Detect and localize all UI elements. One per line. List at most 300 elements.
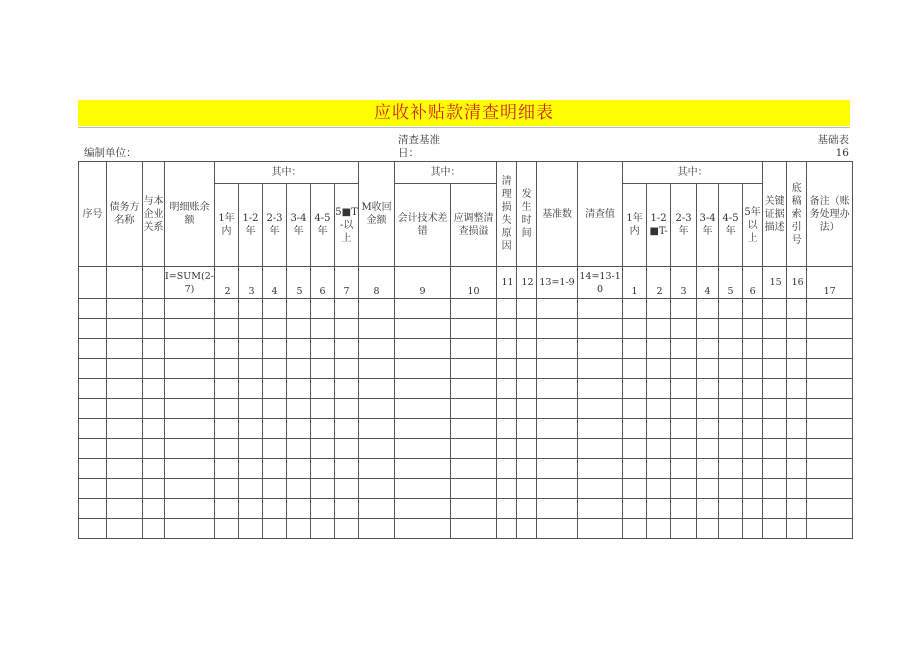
empty-cell[interactable] <box>578 479 623 499</box>
empty-cell[interactable] <box>165 399 215 419</box>
empty-cell[interactable] <box>743 439 763 459</box>
empty-cell[interactable] <box>215 419 239 439</box>
empty-cell[interactable] <box>79 379 107 399</box>
empty-cell[interactable] <box>623 519 647 539</box>
empty-cell[interactable] <box>335 439 359 459</box>
empty-cell[interactable] <box>497 419 517 439</box>
empty-cell[interactable] <box>719 419 743 439</box>
empty-cell[interactable] <box>623 339 647 359</box>
empty-cell[interactable] <box>335 319 359 339</box>
empty-cell[interactable] <box>578 459 623 479</box>
empty-cell[interactable] <box>359 459 395 479</box>
empty-cell[interactable] <box>165 299 215 319</box>
empty-cell[interactable] <box>239 359 263 379</box>
empty-cell[interactable] <box>451 399 497 419</box>
empty-cell[interactable] <box>763 519 787 539</box>
empty-cell[interactable] <box>451 299 497 319</box>
empty-cell[interactable] <box>578 319 623 339</box>
empty-cell[interactable] <box>647 499 671 519</box>
empty-cell[interactable] <box>719 319 743 339</box>
empty-cell[interactable] <box>287 359 311 379</box>
empty-cell[interactable] <box>623 359 647 379</box>
empty-cell[interactable] <box>807 299 853 319</box>
empty-cell[interactable] <box>79 339 107 359</box>
empty-cell[interactable] <box>165 319 215 339</box>
empty-cell[interactable] <box>719 399 743 419</box>
empty-cell[interactable] <box>537 319 578 339</box>
empty-cell[interactable] <box>787 299 807 319</box>
empty-cell[interactable] <box>697 319 719 339</box>
empty-cell[interactable] <box>537 439 578 459</box>
empty-cell[interactable] <box>497 319 517 339</box>
empty-cell[interactable] <box>497 499 517 519</box>
empty-cell[interactable] <box>239 439 263 459</box>
empty-cell[interactable] <box>335 419 359 439</box>
empty-cell[interactable] <box>787 359 807 379</box>
empty-cell[interactable] <box>215 459 239 479</box>
empty-cell[interactable] <box>517 319 537 339</box>
empty-cell[interactable] <box>79 399 107 419</box>
empty-cell[interactable] <box>697 299 719 319</box>
empty-cell[interactable] <box>763 379 787 399</box>
empty-cell[interactable] <box>239 459 263 479</box>
empty-cell[interactable] <box>107 399 143 419</box>
empty-cell[interactable] <box>263 399 287 419</box>
empty-cell[interactable] <box>517 419 537 439</box>
empty-cell[interactable] <box>311 459 335 479</box>
empty-cell[interactable] <box>287 319 311 339</box>
empty-cell[interactable] <box>517 479 537 499</box>
empty-cell[interactable] <box>807 459 853 479</box>
empty-cell[interactable] <box>763 359 787 379</box>
empty-cell[interactable] <box>743 299 763 319</box>
empty-cell[interactable] <box>165 339 215 359</box>
empty-cell[interactable] <box>719 379 743 399</box>
empty-cell[interactable] <box>807 479 853 499</box>
empty-cell[interactable] <box>578 499 623 519</box>
empty-cell[interactable] <box>497 479 517 499</box>
empty-cell[interactable] <box>215 299 239 319</box>
empty-cell[interactable] <box>239 499 263 519</box>
empty-cell[interactable] <box>107 499 143 519</box>
empty-cell[interactable] <box>578 339 623 359</box>
empty-cell[interactable] <box>647 339 671 359</box>
empty-cell[interactable] <box>623 499 647 519</box>
empty-cell[interactable] <box>107 459 143 479</box>
empty-cell[interactable] <box>143 499 165 519</box>
empty-cell[interactable] <box>395 479 451 499</box>
empty-cell[interactable] <box>763 339 787 359</box>
empty-cell[interactable] <box>215 479 239 499</box>
empty-cell[interactable] <box>263 499 287 519</box>
empty-cell[interactable] <box>359 299 395 319</box>
empty-cell[interactable] <box>647 379 671 399</box>
empty-cell[interactable] <box>517 499 537 519</box>
empty-cell[interactable] <box>79 319 107 339</box>
empty-cell[interactable] <box>335 499 359 519</box>
empty-cell[interactable] <box>107 379 143 399</box>
empty-cell[interactable] <box>239 419 263 439</box>
empty-cell[interactable] <box>537 499 578 519</box>
empty-cell[interactable] <box>143 299 165 319</box>
empty-cell[interactable] <box>719 499 743 519</box>
empty-cell[interactable] <box>395 339 451 359</box>
empty-cell[interactable] <box>743 419 763 439</box>
empty-cell[interactable] <box>263 359 287 379</box>
empty-cell[interactable] <box>263 419 287 439</box>
empty-cell[interactable] <box>335 479 359 499</box>
empty-cell[interactable] <box>451 499 497 519</box>
empty-cell[interactable] <box>787 419 807 439</box>
empty-cell[interactable] <box>578 519 623 539</box>
empty-cell[interactable] <box>719 479 743 499</box>
empty-cell[interactable] <box>359 479 395 499</box>
empty-cell[interactable] <box>359 319 395 339</box>
empty-cell[interactable] <box>497 519 517 539</box>
empty-cell[interactable] <box>671 379 697 399</box>
empty-cell[interactable] <box>787 479 807 499</box>
empty-cell[interactable] <box>787 519 807 539</box>
empty-cell[interactable] <box>623 479 647 499</box>
empty-cell[interactable] <box>787 399 807 419</box>
empty-cell[interactable] <box>143 519 165 539</box>
empty-cell[interactable] <box>537 339 578 359</box>
empty-cell[interactable] <box>311 399 335 419</box>
empty-cell[interactable] <box>623 439 647 459</box>
empty-cell[interactable] <box>807 359 853 379</box>
empty-cell[interactable] <box>763 479 787 499</box>
empty-cell[interactable] <box>79 499 107 519</box>
empty-cell[interactable] <box>335 339 359 359</box>
empty-cell[interactable] <box>497 359 517 379</box>
empty-cell[interactable] <box>215 399 239 419</box>
empty-cell[interactable] <box>537 419 578 439</box>
empty-cell[interactable] <box>263 459 287 479</box>
empty-cell[interactable] <box>623 419 647 439</box>
empty-cell[interactable] <box>671 419 697 439</box>
empty-cell[interactable] <box>647 359 671 379</box>
empty-cell[interactable] <box>311 319 335 339</box>
empty-cell[interactable] <box>79 439 107 459</box>
empty-cell[interactable] <box>311 439 335 459</box>
empty-cell[interactable] <box>647 319 671 339</box>
empty-cell[interactable] <box>239 519 263 539</box>
empty-cell[interactable] <box>451 339 497 359</box>
empty-cell[interactable] <box>763 399 787 419</box>
empty-cell[interactable] <box>239 299 263 319</box>
empty-cell[interactable] <box>143 379 165 399</box>
empty-cell[interactable] <box>335 359 359 379</box>
empty-cell[interactable] <box>807 419 853 439</box>
empty-cell[interactable] <box>215 499 239 519</box>
empty-cell[interactable] <box>497 399 517 419</box>
empty-cell[interactable] <box>517 519 537 539</box>
empty-cell[interactable] <box>395 519 451 539</box>
empty-cell[interactable] <box>578 399 623 419</box>
empty-cell[interactable] <box>743 519 763 539</box>
empty-cell[interactable] <box>287 499 311 519</box>
empty-cell[interactable] <box>165 439 215 459</box>
empty-cell[interactable] <box>497 299 517 319</box>
empty-cell[interactable] <box>215 319 239 339</box>
empty-cell[interactable] <box>451 359 497 379</box>
empty-cell[interactable] <box>107 479 143 499</box>
empty-cell[interactable] <box>517 359 537 379</box>
empty-cell[interactable] <box>165 479 215 499</box>
empty-cell[interactable] <box>537 359 578 379</box>
empty-cell[interactable] <box>395 399 451 419</box>
empty-cell[interactable] <box>215 519 239 539</box>
empty-cell[interactable] <box>578 439 623 459</box>
empty-cell[interactable] <box>671 319 697 339</box>
empty-cell[interactable] <box>359 339 395 359</box>
empty-cell[interactable] <box>311 499 335 519</box>
empty-cell[interactable] <box>79 359 107 379</box>
empty-cell[interactable] <box>719 359 743 379</box>
empty-cell[interactable] <box>287 339 311 359</box>
empty-cell[interactable] <box>165 499 215 519</box>
empty-cell[interactable] <box>263 439 287 459</box>
empty-cell[interactable] <box>671 299 697 319</box>
empty-cell[interactable] <box>671 459 697 479</box>
empty-cell[interactable] <box>787 499 807 519</box>
empty-cell[interactable] <box>107 339 143 359</box>
empty-cell[interactable] <box>719 299 743 319</box>
empty-cell[interactable] <box>451 459 497 479</box>
empty-cell[interactable] <box>647 519 671 539</box>
empty-cell[interactable] <box>215 439 239 459</box>
empty-cell[interactable] <box>623 379 647 399</box>
empty-cell[interactable] <box>287 439 311 459</box>
empty-cell[interactable] <box>623 319 647 339</box>
empty-cell[interactable] <box>143 359 165 379</box>
empty-cell[interactable] <box>79 459 107 479</box>
empty-cell[interactable] <box>787 459 807 479</box>
empty-cell[interactable] <box>395 319 451 339</box>
empty-cell[interactable] <box>311 419 335 439</box>
empty-cell[interactable] <box>335 519 359 539</box>
empty-cell[interactable] <box>517 399 537 419</box>
empty-cell[interactable] <box>395 459 451 479</box>
empty-cell[interactable] <box>671 399 697 419</box>
empty-cell[interactable] <box>335 299 359 319</box>
empty-cell[interactable] <box>807 319 853 339</box>
empty-cell[interactable] <box>763 419 787 439</box>
empty-cell[interactable] <box>263 339 287 359</box>
empty-cell[interactable] <box>311 339 335 359</box>
empty-cell[interactable] <box>743 399 763 419</box>
empty-cell[interactable] <box>107 419 143 439</box>
empty-cell[interactable] <box>359 499 395 519</box>
empty-cell[interactable] <box>623 399 647 419</box>
empty-cell[interactable] <box>311 359 335 379</box>
empty-cell[interactable] <box>647 299 671 319</box>
empty-cell[interactable] <box>517 379 537 399</box>
empty-cell[interactable] <box>671 479 697 499</box>
empty-cell[interactable] <box>311 379 335 399</box>
empty-cell[interactable] <box>395 299 451 319</box>
empty-cell[interactable] <box>517 459 537 479</box>
empty-cell[interactable] <box>395 439 451 459</box>
empty-cell[interactable] <box>697 399 719 419</box>
empty-cell[interactable] <box>215 339 239 359</box>
empty-cell[interactable] <box>807 399 853 419</box>
empty-cell[interactable] <box>763 439 787 459</box>
empty-cell[interactable] <box>647 399 671 419</box>
empty-cell[interactable] <box>537 299 578 319</box>
empty-cell[interactable] <box>697 379 719 399</box>
empty-cell[interactable] <box>647 419 671 439</box>
empty-cell[interactable] <box>623 459 647 479</box>
empty-cell[interactable] <box>287 479 311 499</box>
empty-cell[interactable] <box>287 379 311 399</box>
empty-cell[interactable] <box>719 439 743 459</box>
empty-cell[interactable] <box>359 359 395 379</box>
empty-cell[interactable] <box>807 379 853 399</box>
empty-cell[interactable] <box>263 519 287 539</box>
empty-cell[interactable] <box>647 459 671 479</box>
empty-cell[interactable] <box>263 319 287 339</box>
empty-cell[interactable] <box>107 439 143 459</box>
empty-cell[interactable] <box>763 459 787 479</box>
empty-cell[interactable] <box>143 479 165 499</box>
empty-cell[interactable] <box>647 439 671 459</box>
empty-cell[interactable] <box>165 379 215 399</box>
empty-cell[interactable] <box>165 519 215 539</box>
empty-cell[interactable] <box>671 339 697 359</box>
empty-cell[interactable] <box>359 419 395 439</box>
empty-cell[interactable] <box>537 519 578 539</box>
empty-cell[interactable] <box>215 379 239 399</box>
empty-cell[interactable] <box>743 459 763 479</box>
empty-cell[interactable] <box>743 479 763 499</box>
empty-cell[interactable] <box>451 439 497 459</box>
empty-cell[interactable] <box>107 359 143 379</box>
empty-cell[interactable] <box>697 519 719 539</box>
empty-cell[interactable] <box>143 419 165 439</box>
empty-cell[interactable] <box>143 339 165 359</box>
empty-cell[interactable] <box>287 399 311 419</box>
empty-cell[interactable] <box>165 459 215 479</box>
empty-cell[interactable] <box>697 339 719 359</box>
empty-cell[interactable] <box>497 379 517 399</box>
empty-cell[interactable] <box>107 299 143 319</box>
empty-cell[interactable] <box>623 299 647 319</box>
empty-cell[interactable] <box>395 419 451 439</box>
empty-cell[interactable] <box>517 439 537 459</box>
empty-cell[interactable] <box>79 419 107 439</box>
empty-cell[interactable] <box>335 379 359 399</box>
empty-cell[interactable] <box>517 299 537 319</box>
empty-cell[interactable] <box>578 359 623 379</box>
empty-cell[interactable] <box>497 459 517 479</box>
empty-cell[interactable] <box>395 379 451 399</box>
empty-cell[interactable] <box>537 379 578 399</box>
empty-cell[interactable] <box>671 439 697 459</box>
empty-cell[interactable] <box>697 499 719 519</box>
empty-cell[interactable] <box>287 419 311 439</box>
empty-cell[interactable] <box>165 419 215 439</box>
empty-cell[interactable] <box>335 399 359 419</box>
empty-cell[interactable] <box>807 519 853 539</box>
empty-cell[interactable] <box>763 299 787 319</box>
empty-cell[interactable] <box>311 479 335 499</box>
empty-cell[interactable] <box>239 399 263 419</box>
empty-cell[interactable] <box>107 319 143 339</box>
empty-cell[interactable] <box>743 339 763 359</box>
empty-cell[interactable] <box>359 519 395 539</box>
empty-cell[interactable] <box>719 339 743 359</box>
empty-cell[interactable] <box>311 299 335 319</box>
empty-cell[interactable] <box>143 459 165 479</box>
empty-cell[interactable] <box>239 479 263 499</box>
empty-cell[interactable] <box>578 299 623 319</box>
empty-cell[interactable] <box>451 479 497 499</box>
empty-cell[interactable] <box>79 519 107 539</box>
empty-cell[interactable] <box>165 359 215 379</box>
empty-cell[interactable] <box>578 419 623 439</box>
empty-cell[interactable] <box>395 359 451 379</box>
empty-cell[interactable] <box>79 299 107 319</box>
empty-cell[interactable] <box>395 499 451 519</box>
empty-cell[interactable] <box>359 379 395 399</box>
empty-cell[interactable] <box>107 519 143 539</box>
empty-cell[interactable] <box>287 519 311 539</box>
empty-cell[interactable] <box>743 379 763 399</box>
empty-cell[interactable] <box>743 359 763 379</box>
empty-cell[interactable] <box>451 319 497 339</box>
empty-cell[interactable] <box>697 439 719 459</box>
empty-cell[interactable] <box>807 339 853 359</box>
empty-cell[interactable] <box>263 379 287 399</box>
empty-cell[interactable] <box>143 319 165 339</box>
empty-cell[interactable] <box>263 479 287 499</box>
empty-cell[interactable] <box>671 499 697 519</box>
empty-cell[interactable] <box>79 479 107 499</box>
empty-cell[interactable] <box>671 359 697 379</box>
empty-cell[interactable] <box>287 459 311 479</box>
empty-cell[interactable] <box>537 459 578 479</box>
empty-cell[interactable] <box>763 499 787 519</box>
empty-cell[interactable] <box>287 299 311 319</box>
empty-cell[interactable] <box>311 519 335 539</box>
empty-cell[interactable] <box>239 339 263 359</box>
empty-cell[interactable] <box>787 439 807 459</box>
empty-cell[interactable] <box>335 459 359 479</box>
empty-cell[interactable] <box>497 439 517 459</box>
empty-cell[interactable] <box>743 319 763 339</box>
empty-cell[interactable] <box>239 319 263 339</box>
empty-cell[interactable] <box>807 499 853 519</box>
empty-cell[interactable] <box>697 359 719 379</box>
empty-cell[interactable] <box>451 519 497 539</box>
empty-cell[interactable] <box>719 459 743 479</box>
empty-cell[interactable] <box>671 519 697 539</box>
empty-cell[interactable] <box>807 439 853 459</box>
empty-cell[interactable] <box>578 379 623 399</box>
empty-cell[interactable] <box>359 439 395 459</box>
empty-cell[interactable] <box>787 319 807 339</box>
empty-cell[interactable] <box>451 379 497 399</box>
empty-cell[interactable] <box>537 399 578 419</box>
empty-cell[interactable] <box>239 379 263 399</box>
empty-cell[interactable] <box>143 399 165 419</box>
empty-cell[interactable] <box>719 519 743 539</box>
empty-cell[interactable] <box>697 459 719 479</box>
empty-cell[interactable] <box>647 479 671 499</box>
empty-cell[interactable] <box>763 319 787 339</box>
empty-cell[interactable] <box>497 339 517 359</box>
